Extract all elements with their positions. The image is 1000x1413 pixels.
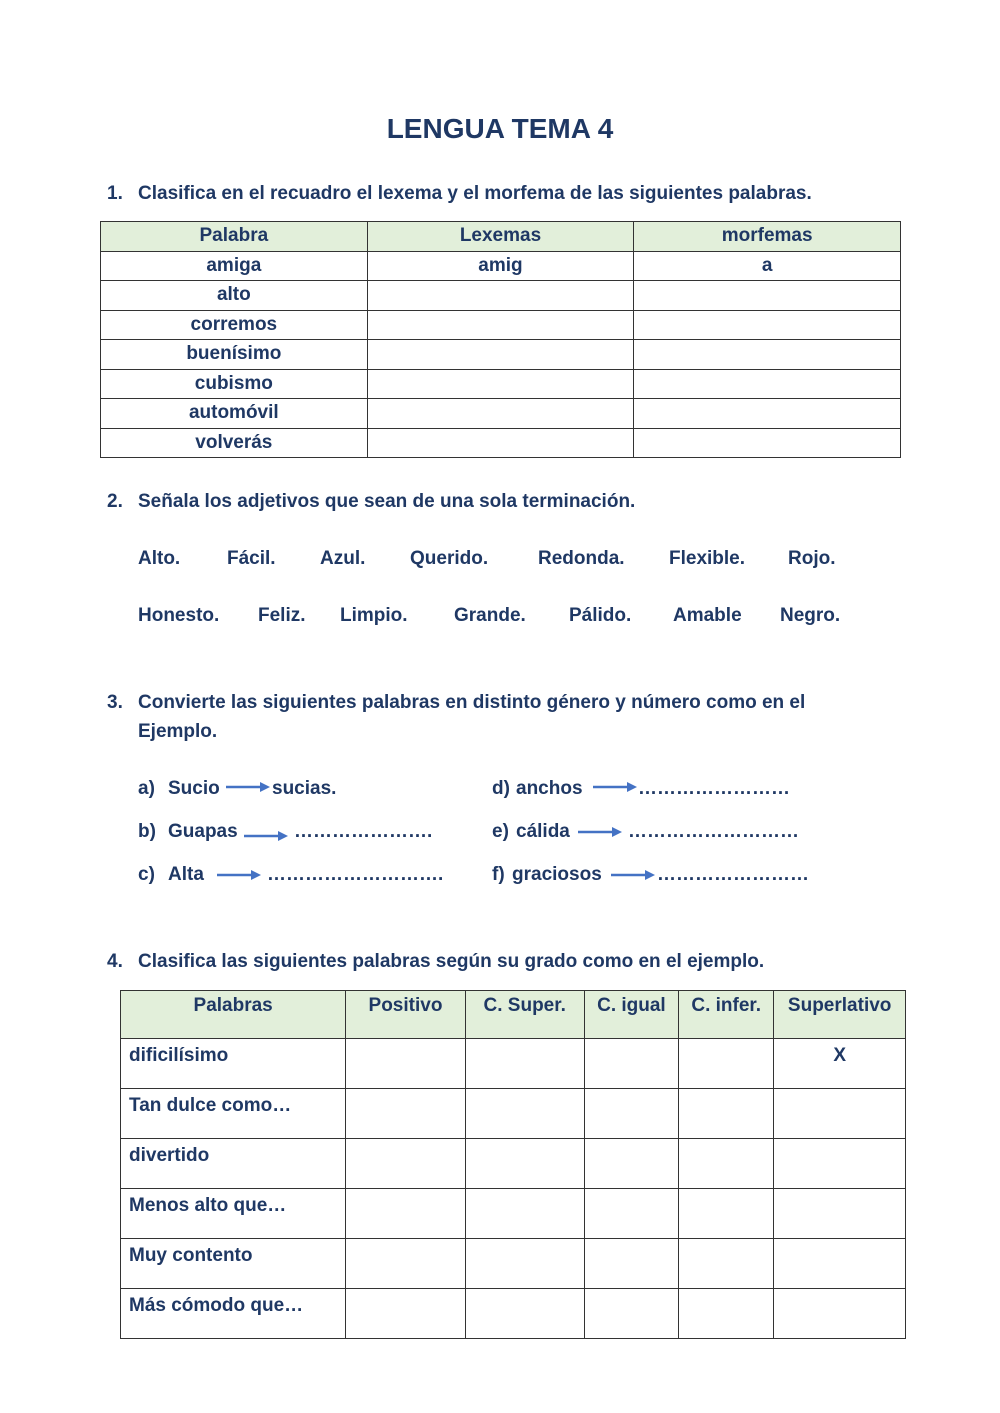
adjective-option[interactable]: Fácil. xyxy=(227,548,276,569)
lexeme-cell[interactable]: amig xyxy=(367,251,634,281)
item-d-label: d) xyxy=(492,778,510,799)
adjective-option[interactable]: Negro. xyxy=(780,605,841,626)
header-morfemas: morfemas xyxy=(634,222,901,252)
c-infer-cell[interactable] xyxy=(679,1039,774,1089)
table-row xyxy=(101,369,901,399)
positivo-cell[interactable] xyxy=(346,1139,465,1189)
superlativo-cell[interactable] xyxy=(774,1289,906,1339)
positivo-cell[interactable] xyxy=(346,1189,465,1239)
table-row xyxy=(101,428,901,458)
header-palabras: Palabras xyxy=(121,991,346,1039)
question-3-text-line2: Ejemplo. xyxy=(138,721,218,742)
page-title: LENGUA TEMA 4 xyxy=(386,113,614,144)
item-a-word: Sucio xyxy=(168,778,220,799)
adjective-option[interactable]: Limpio. xyxy=(340,605,408,626)
lexeme-cell[interactable] xyxy=(367,369,634,399)
table-row xyxy=(101,281,901,311)
header-c-infer: C. infer. xyxy=(679,991,774,1039)
lexeme-cell[interactable] xyxy=(367,310,634,340)
header-c-super: C. Super. xyxy=(465,991,584,1039)
adjective-option[interactable]: Amable xyxy=(673,605,742,626)
word-cell: Menos alto que… xyxy=(121,1189,346,1239)
word-cell: Más cómodo que… xyxy=(121,1289,346,1339)
item-c-word: Alta xyxy=(168,864,204,885)
table-header-row xyxy=(121,991,906,1039)
item-b-label: b) xyxy=(138,821,156,842)
item-b-answer[interactable]: …………………. xyxy=(294,821,433,842)
table-row xyxy=(101,251,901,281)
c-super-cell[interactable] xyxy=(465,1189,584,1239)
table-row xyxy=(121,1289,906,1339)
arrow-right-icon xyxy=(242,829,290,843)
table-row xyxy=(101,399,901,429)
c-igual-cell[interactable] xyxy=(584,1089,678,1139)
adjective-option[interactable]: Alto. xyxy=(138,548,181,569)
c-igual-cell[interactable] xyxy=(584,1039,678,1089)
morpheme-cell[interactable]: a xyxy=(634,251,901,281)
header-superlativo: Superlativo xyxy=(774,991,906,1039)
word-cell: dificilísimo xyxy=(121,1039,346,1089)
arrow-right-icon xyxy=(215,868,263,882)
adjective-option[interactable]: Rojo. xyxy=(788,548,836,569)
c-super-cell[interactable] xyxy=(465,1039,584,1089)
question-4-number: 4. xyxy=(107,951,123,972)
morpheme-cell[interactable] xyxy=(634,369,901,399)
lexeme-cell[interactable] xyxy=(367,281,634,311)
adjective-option[interactable]: Redonda. xyxy=(538,548,625,569)
c-super-cell[interactable] xyxy=(465,1089,584,1139)
question-3-text-line1: Convierte las siguientes palabras en distinto género y número como en el xyxy=(138,692,806,713)
morpheme-cell[interactable] xyxy=(634,399,901,429)
positivo-cell[interactable] xyxy=(346,1239,465,1289)
table-row xyxy=(101,310,901,340)
morpheme-cell[interactable] xyxy=(634,310,901,340)
arrow-right-icon xyxy=(609,868,657,882)
c-super-cell[interactable] xyxy=(465,1139,584,1189)
lexeme-morpheme-table xyxy=(100,221,901,458)
table-row xyxy=(121,1039,906,1089)
item-f-answer[interactable]: …………………… xyxy=(657,864,809,885)
table-row xyxy=(121,1089,906,1139)
c-super-cell[interactable] xyxy=(465,1289,584,1339)
morpheme-cell[interactable] xyxy=(634,281,901,311)
arrow-right-icon xyxy=(591,780,639,794)
item-a-answer[interactable]: sucias. xyxy=(272,778,337,799)
item-a-label: a) xyxy=(138,778,155,799)
header-palabra: Palabra xyxy=(101,222,368,252)
word-cell: amiga xyxy=(101,251,368,281)
question-3-number: 3. xyxy=(107,692,123,713)
adjective-option[interactable]: Querido. xyxy=(410,548,489,569)
c-igual-cell[interactable] xyxy=(584,1289,678,1339)
arrow-right-icon xyxy=(224,780,272,794)
c-infer-cell[interactable] xyxy=(679,1289,774,1339)
header-lexemas: Lexemas xyxy=(367,222,634,252)
positivo-cell[interactable] xyxy=(346,1089,465,1139)
c-infer-cell[interactable] xyxy=(679,1239,774,1289)
question-2-text: Señala los adjetivos que sean de una sola terminación. xyxy=(138,491,636,512)
word-cell: cubismo xyxy=(101,369,368,399)
item-f-word: graciosos xyxy=(512,864,602,885)
c-igual-cell[interactable] xyxy=(584,1139,678,1189)
lexeme-cell[interactable] xyxy=(367,340,634,370)
morpheme-cell[interactable] xyxy=(634,340,901,370)
word-cell: volverás xyxy=(101,428,368,458)
table-row xyxy=(121,1239,906,1289)
header-positivo: Positivo xyxy=(346,991,465,1039)
c-infer-cell[interactable] xyxy=(679,1089,774,1139)
c-igual-cell[interactable] xyxy=(584,1239,678,1289)
adjective-option[interactable]: Grande. xyxy=(454,605,526,626)
item-b-word: Guapas xyxy=(168,821,238,842)
item-e-label: e) xyxy=(492,821,509,842)
word-cell: buenísimo xyxy=(101,340,368,370)
question-1-number: 1. xyxy=(107,183,123,204)
superlativo-cell[interactable] xyxy=(774,1189,906,1239)
arrow-right-icon xyxy=(576,825,624,839)
item-c-answer[interactable]: ………………………. xyxy=(267,864,444,885)
item-d-answer[interactable]: …………………… xyxy=(638,778,790,799)
adjective-option[interactable]: Feliz. xyxy=(258,605,306,626)
superlativo-cell[interactable]: X xyxy=(774,1039,906,1089)
word-cell: divertido xyxy=(121,1139,346,1189)
word-cell: automóvil xyxy=(101,399,368,429)
lexeme-cell[interactable] xyxy=(367,428,634,458)
header-c-igual: C. igual xyxy=(584,991,678,1039)
c-infer-cell[interactable] xyxy=(679,1189,774,1239)
item-c-label: c) xyxy=(138,864,155,885)
table-row xyxy=(121,1139,906,1189)
c-super-cell[interactable] xyxy=(465,1239,584,1289)
adjective-option[interactable]: Flexible. xyxy=(669,548,746,569)
adjective-option[interactable]: Azul. xyxy=(320,548,366,569)
degree-classification-table xyxy=(120,990,906,1339)
superlativo-cell[interactable] xyxy=(774,1239,906,1289)
item-e-word: cálida xyxy=(516,821,570,842)
table-row xyxy=(121,1189,906,1239)
word-cell: Tan dulce como… xyxy=(121,1089,346,1139)
c-igual-cell[interactable] xyxy=(584,1189,678,1239)
item-d-word: anchos xyxy=(516,778,583,799)
superlativo-cell[interactable] xyxy=(774,1089,906,1139)
word-cell: Muy contento xyxy=(121,1239,346,1289)
c-infer-cell[interactable] xyxy=(679,1139,774,1189)
adjective-option[interactable]: Honesto. xyxy=(138,605,220,626)
positivo-cell[interactable] xyxy=(346,1289,465,1339)
question-1-text: Clasifica en el recuadro el lexema y el morfema de las siguientes palabras. xyxy=(138,183,812,204)
lexeme-cell[interactable] xyxy=(367,399,634,429)
table-row xyxy=(101,340,901,370)
word-cell: corremos xyxy=(101,310,368,340)
superlativo-cell[interactable] xyxy=(774,1139,906,1189)
morpheme-cell[interactable] xyxy=(634,428,901,458)
item-f-label: f) xyxy=(492,864,505,885)
item-e-answer[interactable]: ……………………… xyxy=(628,821,799,842)
word-cell: alto xyxy=(101,281,368,311)
question-2-number: 2. xyxy=(107,491,123,512)
table-header-row xyxy=(101,222,901,252)
positivo-cell[interactable] xyxy=(346,1039,465,1089)
adjective-option[interactable]: Pálido. xyxy=(569,605,632,626)
question-4-text: Clasifica las siguientes palabras según su grado como en el ejemplo. xyxy=(138,951,765,972)
